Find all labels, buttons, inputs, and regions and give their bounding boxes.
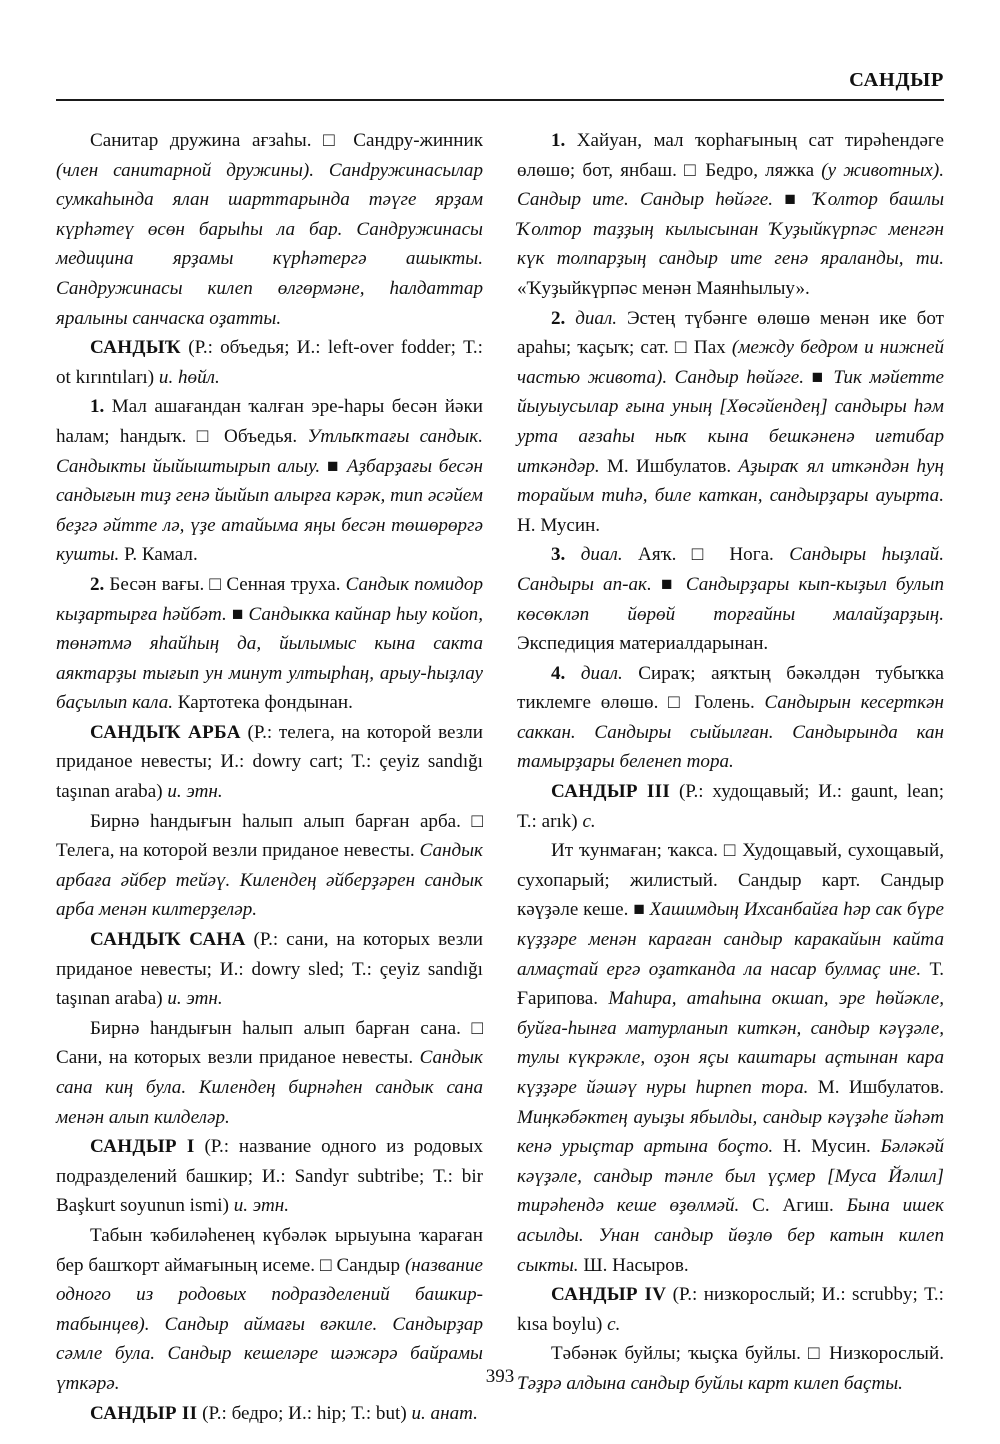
sense-paragraph: 1. Хайуан, мал ҡорһағының сат тирәһендәге өлөшө; бот, янбаш. □ Бедро, ляжка (у животных). Сандыр ите. Сандыр һөйәге. ■ Ҡолтор башлы Ҡолтор таҙҙың кылысынан Ҡуҙыйкүрпәс менгән күк толпарҙың сандыр ите генә яраланды, ти. «Ҡуҙыйкүрпәс менән Маянһылыу».	[517, 130, 944, 299]
entry-headword-line: САНДЫР II (Р.: бедро; И.: hip; Т.: but) и. анат.	[90, 1402, 478, 1424]
entry-headword-line: САНДЫР III (Р.: худощавый; И.: gaunt, lean; Т.: arık) с.	[517, 781, 944, 832]
entry-headword-line: САНДЫҠ (Р.: объедья; И.: left-over fodder; Т.: ot kırıntıları) и. һөйл.	[56, 337, 483, 388]
header-rule	[56, 99, 944, 101]
entry-headword-line: САНДЫҠ АРБА (Р.: телега, на которой везли приданое невесты; И.: dowry cart; Т.: çeyiz sandığı taşınan araba) и. этн.	[56, 721, 483, 803]
sense-paragraph: Тәбәнәк буйлы; ҡыçка буйлы. □ Низкорослый. Тәҙрә алдына сандыр буйлы карт килеп баçты.	[517, 1343, 944, 1394]
running-head	[56, 56, 944, 90]
sense-paragraph: 3. диал. Аяҡ. □ Нога. Сандыры һыҙлай. Сандыры ап-ак. ■ Сандырҙары кып-кыҙыл булып көсөкләп йөрөй торғайны малайҙарҙың. Экспедиция материалдарынан.	[517, 544, 944, 655]
sense-paragraph: 2. диал. Эстең түбәнге өлөшө менән ике бот араһы; ҡаҫыҡ; сат. □ Пах (между бедром и нижней частью живота). Сандыр һөйәге. ■ Тик мәйетте йыуыусылар ғына уның [Хөсәйендең] сандыры һәм урта ағзаһы ныҡ кына бешкәненә иғтибар иткәндәр. М. Ишбулатов. Аҙыраҡ ял иткәндән һуң торайым тиһә, биле каткан, сандырҙары ауырта. Н. Мусин.	[517, 307, 945, 536]
entry-headword-line: САНДЫР I (Р.: название одного из родовых подразделений башкир; И.: Sandyr subtribe; Т.: bir Başkurt soyunun ismi) и. этн.	[56, 1136, 483, 1217]
page-number: 393	[485, 1366, 515, 1387]
entry-continuation: Санитар дружина ағзаһы. □ Сандру-​жинник (член санитарной дружины). Санdружинасылар сумкаһында ялан шарттарында тәүге ярҙам күрһәтеү өсөн барыһы ла бар. Сандружинасы медицина ярҙамы күрһәтергә ашыкты. Сандружинасы килеп өлгөрмәне, һалдаттар яралыны санчаска оҙатты.	[56, 130, 483, 329]
sense-paragraph: 1. Мал ашағандан ҡалған эре-һары бесән йәки һалам; һандыҡ. □ Объедья. Утлыҡтағы сандык. Сандыкты йыйыштырып алыу. ■ Аҙбарҙағы бесән сандығын тиҙ генә йыйып алырға кәрәк, тип әсәйем беҙгә әйтте лә, үҙе атайыма яңы бесән төшөрөргә кушты. Р. Камал.	[56, 396, 483, 566]
column-container	[56, 126, 944, 1428]
sense-paragraph: Бирнә һандығын һалып алып барған сана. □ Сани, на которых везли приданое невесты. Сандык сана киң була. Килендең бирнәһен сандык сана менән алып килделәр.	[56, 1017, 483, 1128]
left-column	[56, 126, 483, 1428]
sense-paragraph: Ит ҡунмаған; ҡакса. □ Худощавый, сухощавый, сухопарый; жилистый. Сандыр карт. Сандыр кәүҙәле кеше. ■ Хашимдың Ихсанбайға һәр сак бүре күҙҙәре менән караған сандыр каракайын кайта алмаçтай ергә оҙатканда ла насар булмаç ине. Т. Ғарипова. Маһира, атаһына окшап, эре һөйәкле, буйға-һынға матурланып киткән, сандыр кәүҙәле, тулы күкрәкле, оҙон яçы каштары аçтынан кара күҙҙәре йәшәү нуры һирпеп тора. М. Ишбулатов. Миңкәбәктең ауыҙы ябылды, сандыр кәүҙәһе йәһәт кенә урыçтар артына боçто. Н. Мусин. Бәләкәй кәүҙәле, сандыр тәнле был үçмер [Муса Йәлил] тирәһендә кеше өҙөлмәй. С. Агиш. Бына ишек асылды. Унан сандыр йөҙлө бер катын килеп сыкты. Ш. Насыров.	[517, 840, 944, 1276]
right-column	[517, 126, 944, 1399]
sense-paragraph: 2. Бесән вағы. □ Сенная труха. Сандык помидор кыҙартырға һәйбәт. ■ Сандыкка кайнар һыу койоп, төнәтмә яһайһың да, йылымыс кына сакта аяктарҙы тығып ун минут ултырһаң, арыу-һыҙлау баҫылып кала. Картотека фондынан.	[56, 573, 483, 714]
sense-paragraph: 4. диал. Сираҡ; аяҡтың бәкәлдән тубыҡка тиклемге өлөшө. □ Голень. Сандырын кесерткән саккан. Сандыры сыйылған. Сандырында кан тамырҙары беленеп тора.	[517, 662, 945, 773]
sense-paragraph: Табын ҡәбиләһенең күбәләк ырыуына ҡараған бер башҡорт аймағының исеме. □ Сандыр (название одного из родовых подразделений башкир-табынцев). Сандыр аймағы вәкиле. Сандырҙар сәмле була. Сандыр кешеләре шәжәрә байрамы үткәрә.	[56, 1224, 483, 1394]
sense-paragraph: Бирнә һандығын һалып алып барған арба. □ Телега, на которой везли приданое невесты. Сандык арбаға әйбер тейәү. Килендең әйберҙәрен сандык арба менән килтерҙеләр.	[56, 810, 483, 921]
entry-headword-line: САНДЫР IV (Р.: низкорослый; И.: scrubby; Т.: kısa boylu) с.	[517, 1284, 944, 1335]
running-head-title: САНДЫР	[849, 68, 944, 91]
entry-headword-line: САНДЫҠ САНА (Р.: сани, на которых везли приданое невесты; И.: dowry sled; Т.: çeyiz sandığı taşınan araba) и. этн.	[56, 929, 483, 1010]
